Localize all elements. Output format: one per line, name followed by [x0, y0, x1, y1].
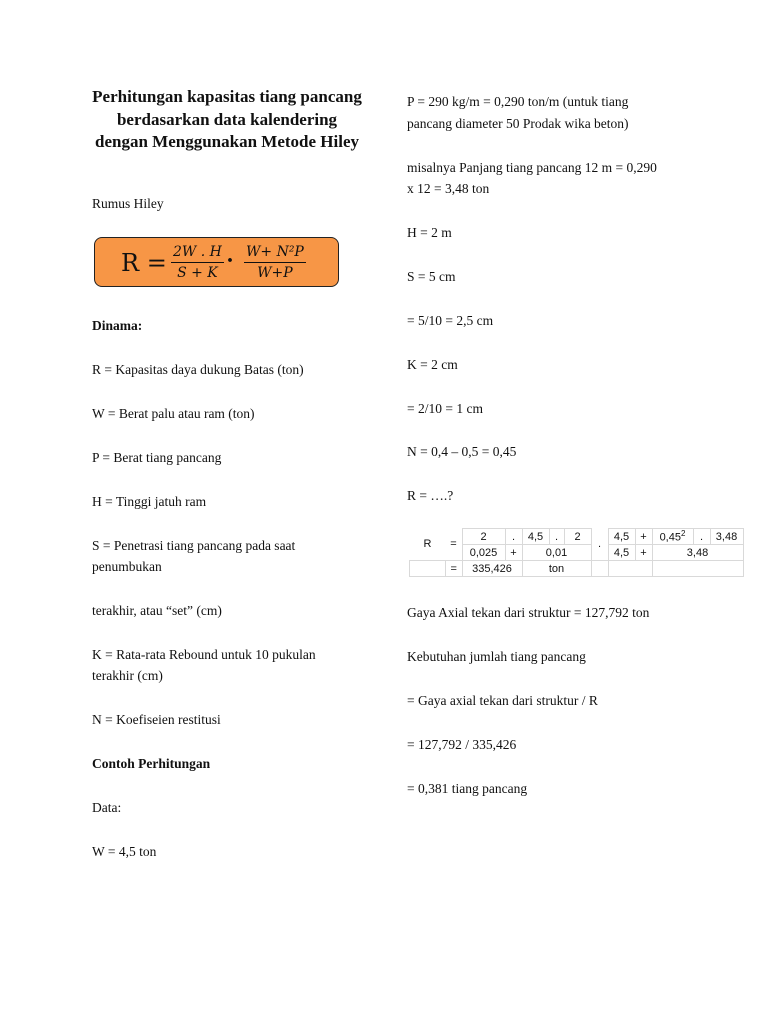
calc-cell: . — [505, 529, 522, 545]
calc-cell — [591, 561, 608, 577]
panjang-line1: misalnya Panjang tiang pancang 12 m = 0,290 — [407, 160, 657, 175]
calc-cell: 3,48 — [710, 529, 743, 545]
k-definition-line2: terakhir (cm) — [92, 668, 163, 683]
s-definition-line2: penumbukan — [92, 559, 162, 574]
formula-fraction-1 — [171, 243, 224, 282]
calc-cell: 3,48 — [652, 545, 743, 561]
formula-frac1-den: S + K — [177, 265, 218, 281]
data-label: Data: — [92, 800, 122, 815]
r-question: R = ….? — [407, 488, 454, 503]
calc-cell: 2 — [564, 529, 591, 545]
calc-cell: 4,5 — [608, 545, 635, 561]
w-definition: W = Berat palu atau ram (ton) — [92, 406, 255, 421]
s-conversion: = 5/10 = 2,5 cm — [407, 313, 494, 328]
calc-cell: 4,5 — [608, 529, 635, 545]
calc-cell: 2 — [462, 529, 505, 545]
p-value-line1: P = 290 kg/m = 0,290 ton/m (untuk tiang — [407, 94, 629, 109]
formula-lhs: R = — [121, 249, 167, 277]
kebutuhan-rumus: = Gaya axial tekan dari struktur / R — [407, 693, 598, 708]
panjang-line2: x 12 = 3,48 ton — [407, 181, 490, 196]
calc-cell: . — [549, 529, 564, 545]
calc-cell: + — [505, 545, 522, 561]
formula-frac2-num: W+ N²P — [244, 243, 306, 263]
formula-fraction-2 — [244, 243, 306, 282]
document-title: Perhitungan kapasitas tiang pancang berdasarkan data kalendering dengan Menggunakan Metode Hiley — [92, 87, 362, 151]
s-definition-line3: terakhir, atau “set” (cm) — [92, 603, 222, 618]
calc-cell: 0,01 — [522, 545, 591, 561]
s-definition-line1: S = Penetrasi tiang pancang pada saat — [92, 538, 296, 553]
k-definition-line1: K = Rata-rata Rebound untuk 10 pukulan — [92, 647, 316, 662]
w-value: W = 4,5 ton — [92, 844, 157, 859]
rumus-label: Rumus Hiley — [92, 196, 164, 211]
formula-frac2-den: W+P — [257, 265, 293, 281]
kebutuhan-substitusi: = 127,792 / 335,426 — [407, 737, 517, 752]
calc-cell: . — [693, 529, 710, 545]
calc-result-value: 335,426 — [462, 561, 522, 577]
formula-frac1-num: 2W . H — [171, 243, 224, 263]
dinama-label: Dinama: — [92, 318, 143, 333]
calc-eq-sign: = — [450, 538, 457, 551]
p-definition: P = Berat tiang pancang — [92, 450, 222, 465]
calc-n-value: 0,45 — [659, 531, 681, 544]
h-value: H = 2 m — [407, 225, 452, 240]
calc-cell: 0,025 — [462, 545, 505, 561]
kebutuhan-label: Kebutuhan jumlah tiang pancang — [407, 649, 586, 664]
calc-mult-dot: . — [597, 538, 602, 551]
calc-result-eq: = — [446, 561, 463, 577]
calc-cell — [410, 561, 446, 577]
calc-cell — [608, 561, 652, 577]
formula-dot: · — [226, 248, 235, 274]
s-value: S = 5 cm — [407, 269, 456, 284]
p-value-line2: pancang diameter 50 Prodak wika beton) — [407, 116, 629, 131]
calc-cell: + — [635, 545, 652, 561]
calc-cell — [652, 561, 743, 577]
contoh-heading: Contoh Perhitungan — [92, 756, 211, 771]
gaya-axial: Gaya Axial tekan dari struktur = 127,792 ton — [407, 605, 650, 620]
calc-exponent: 2 — [680, 529, 686, 539]
h-definition: H = Tinggi jatuh ram — [92, 494, 207, 509]
calc-result-unit: ton — [522, 561, 591, 577]
calc-row-3 — [410, 561, 744, 577]
n-definition: N = Koefiseien restitusi — [92, 712, 221, 727]
hiley-formula-box — [94, 237, 339, 287]
kebutuhan-hasil: = 0,381 tiang pancang — [407, 781, 528, 796]
k-conversion: = 2/10 = 1 cm — [407, 401, 483, 416]
k-value: K = 2 cm — [407, 357, 458, 372]
calc-row-1 — [410, 529, 744, 545]
calc-cell: 4,5 — [522, 529, 549, 545]
n-value: N = 0,4 – 0,5 = 0,45 — [407, 444, 517, 459]
r-definition: R = Kapasitas daya dukung Batas (ton) — [92, 362, 304, 377]
calc-r-label: R — [423, 538, 432, 551]
calculation-table — [409, 528, 744, 577]
calc-cell — [652, 529, 693, 545]
calc-cell: + — [635, 529, 652, 545]
